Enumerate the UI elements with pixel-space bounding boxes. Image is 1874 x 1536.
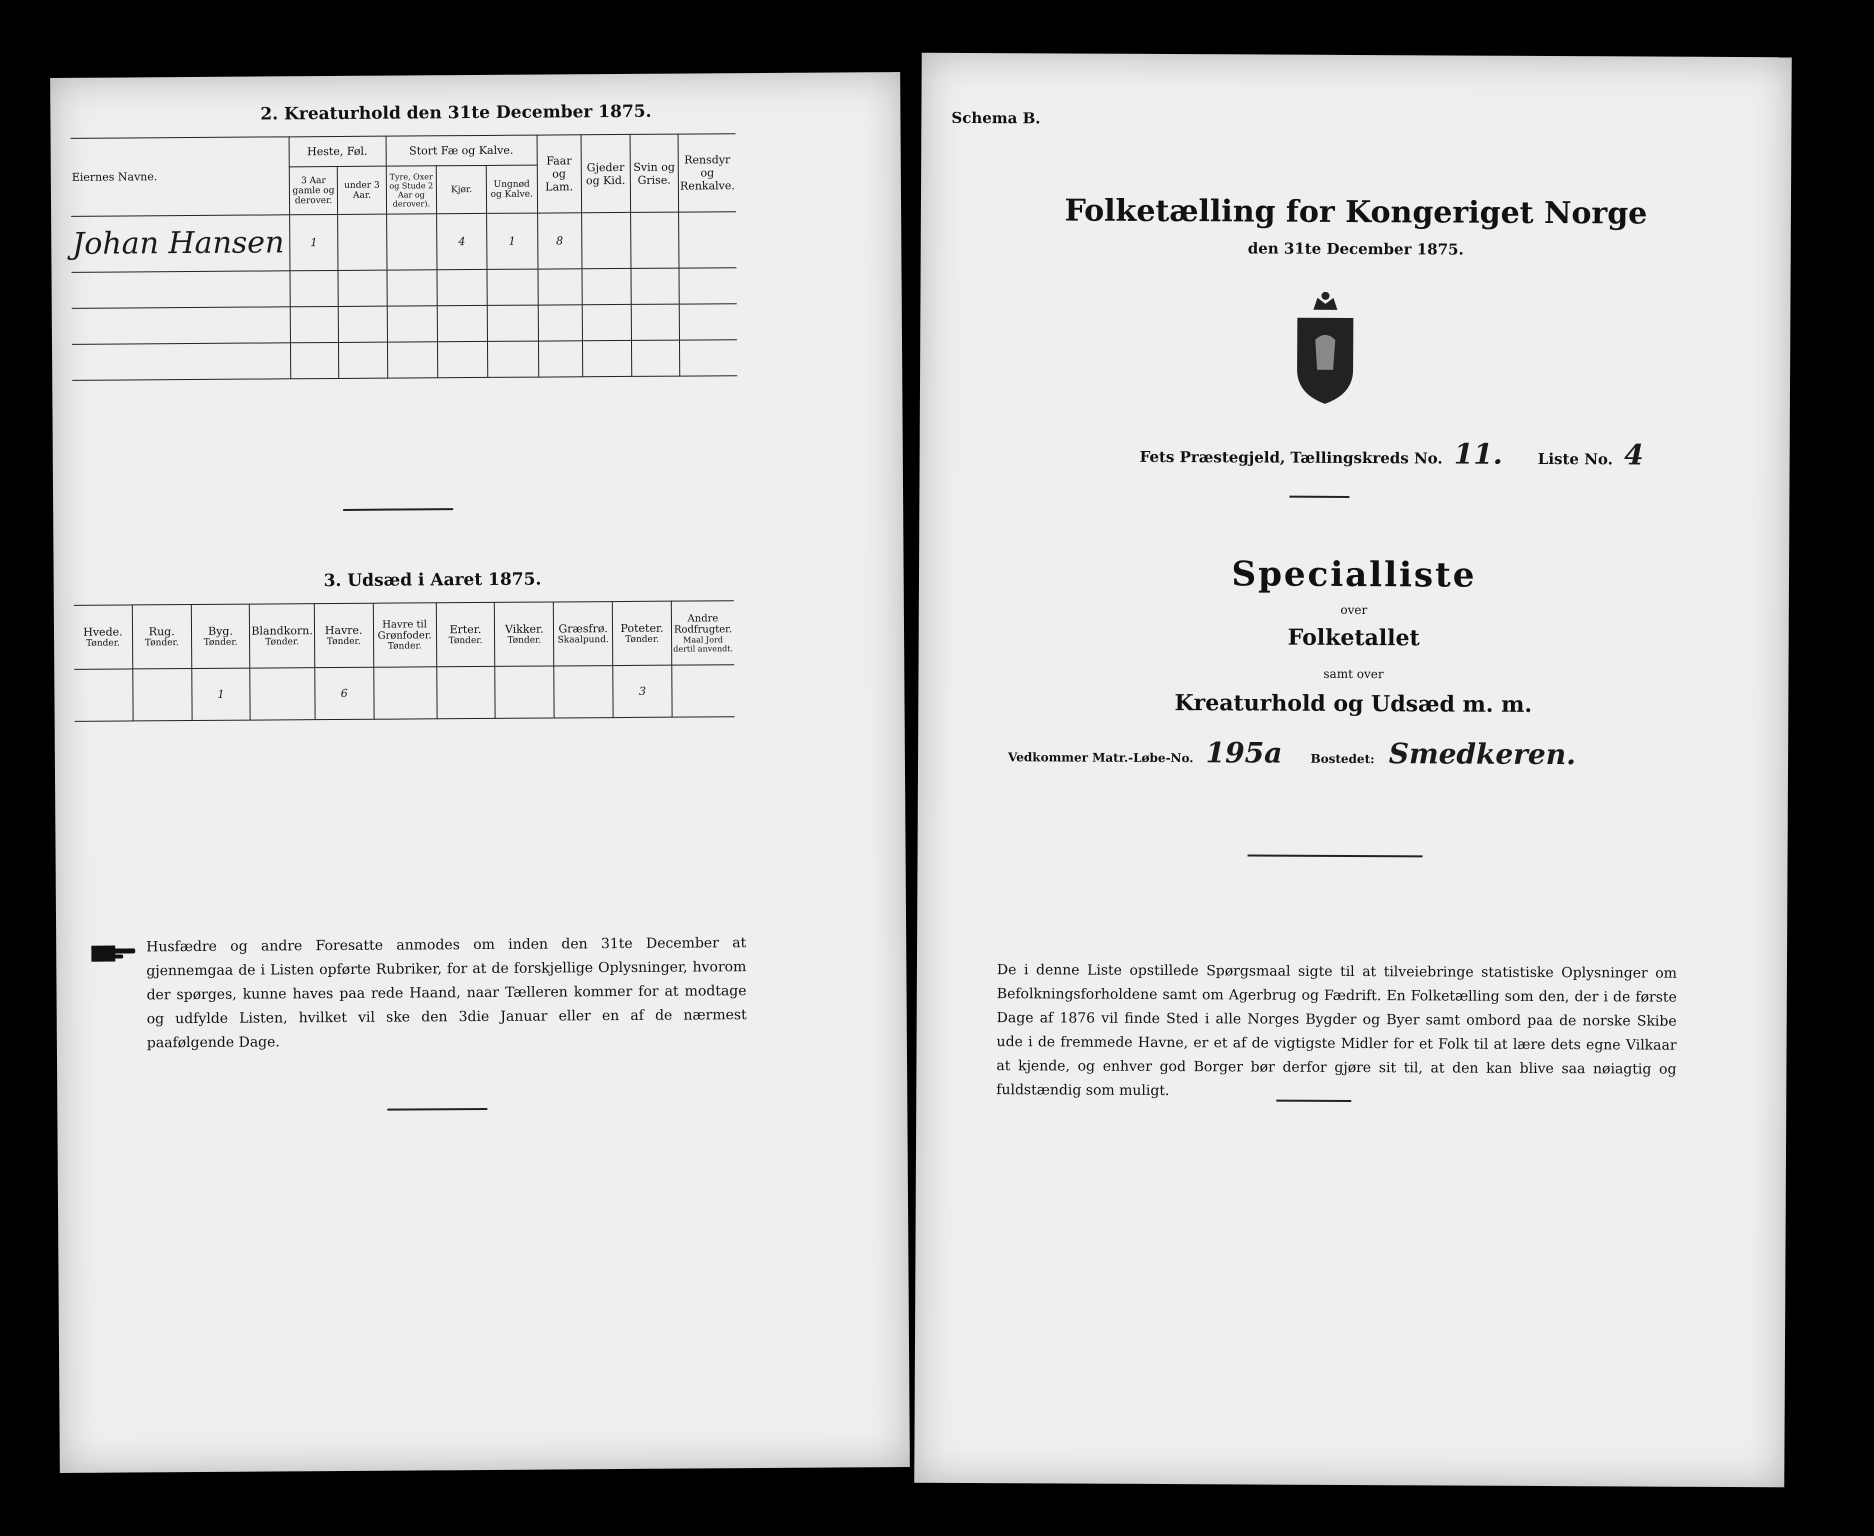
pointing-hand-icon [91,942,137,964]
heste-a-value: 1 [289,214,338,270]
svin-value [630,212,679,268]
stort-c-value: 1 [487,213,538,269]
divider-1 [343,508,453,511]
divider-5 [1276,1100,1351,1102]
gjeder-header: Gjeder og Kid. [581,134,630,212]
divider-2 [387,1108,487,1111]
heste-b-value [338,214,387,270]
svin-header: Svin og Grise. [630,134,679,212]
seed-header-0: Hvede. Tønder. [74,605,133,669]
specialliste-title: Specialliste [1231,554,1477,596]
seed-header-10: Andre Rodfrugter. Maal Jord dertil anvendt. [671,601,734,665]
divider-3 [1289,496,1349,498]
seed-header-1: Rug. Tønder. [132,605,191,669]
stort-b-header: Kjør. [436,165,486,213]
rensdyr-header: Rensdyr og Renkalve. [678,134,736,212]
stort-header: Stort Fæ og Kalve. [386,135,537,166]
census-date: den 31te December 1875. [1247,239,1464,259]
seed-value-1 [133,669,192,721]
faar-header: Faar og Lam. [537,135,582,213]
stort-b-value: 4 [437,213,487,269]
parish-label: Fets Præstegjeld, Tællingskreds No. [1139,447,1443,468]
owner-header: Eiernes Navne. [71,137,290,217]
over-text: over [1340,602,1368,618]
seed-value-6 [436,666,495,718]
seed-header-8: Græsfrø. Skaalpund. [553,602,612,666]
seed-value-2: 1 [191,668,250,720]
rensdyr-value [679,212,737,268]
seed-value-10 [672,665,735,717]
schema-label: Schema B. [951,108,1041,128]
kreaturhold-title: Kreaturhold og Udsæd m. m. [1174,690,1533,718]
seed-header-4: Havre. Tønder. [314,603,373,667]
bostedet-value: Smedkeren. [1388,737,1576,772]
seed-value-8 [554,666,613,718]
seed-header-5: Havre til Grønfoder. Tønder. [373,603,436,667]
samt-over-text: samt over [1323,666,1384,682]
liste-number: 4 [1624,438,1644,472]
seed-value-7 [495,666,554,718]
liste-label: Liste No. [1537,449,1613,469]
stort-a-header: Tyre, Oxer og Stude 2 Aar og derover). [386,166,437,214]
matr-label: Vedkommer Matr.-Løbe-No. [1008,750,1194,766]
matr-line [1008,735,1576,771]
heste-b-header: under 3 Aar. [338,166,387,214]
stort-c-header: Ungnød og Kalve. [486,165,537,213]
notice-text: Husfædre og andre Foresatte anmodes om inden den 31te December at gjennemgaa de i Listen opførte Rubriker, for at de forskjellige Oplysninger, hvorom der spørges, kunne haves paa rede Haand, naar Tælleren kommer for at modtage og udfylde Listen, hvilket vil ske den 3die Januar eller en af de nærmest paafølgende Dage. [146,935,747,1052]
matr-number: 195a [1205,736,1283,770]
census-title: Folketælling for Kongeriget Norge [1064,193,1648,232]
seed-value-9: 3 [613,665,672,717]
section2-title: 2. Kreaturhold den 31te December 1875. [260,101,652,125]
bostedet-label: Bostedet: [1310,751,1375,767]
livestock-table [71,133,738,381]
owner-name: Johan Hansen [71,215,290,273]
stort-a-value [386,214,437,270]
gjeder-value [582,212,631,268]
right-page [914,53,1791,1488]
seed-header-3: Blandkorn. Tønder. [250,604,315,668]
parish-line [1140,436,1644,472]
divider-4 [1248,854,1423,857]
seed-value-0 [74,669,133,721]
seed-value-5 [373,667,436,719]
kreds-number: 11. [1453,437,1503,471]
seed-header-6: Erter. Tønder. [436,602,495,666]
intro-paragraph: De i denne Liste opstillede Spørgsmaal sigte til at tilveiebringe statistiske Oplysninger om Befolkningsforholdene samt om Agerbrug og Fædrift. En Folketælling som den, der i de første Dage af 1876 vil finde Sted i alle Norges Bygder og Byer samt ombord paa de norske Skibe ude i de fremmede Havne, er et af de vigtigste Midler for et Folk til at lære dets egne Vilkaar at kjende, og enhver god Borger bør derfor gjøre sit til, at den kan blive saa nøiagtig og fuldstændig som muligt. [996,962,1677,1100]
seed-value-4: 6 [315,667,374,719]
seed-header-7: Vikker. Tønder. [495,602,554,666]
section3-title: 3. Udsæd i Aaret 1875. [323,569,542,592]
seed-header-2: Byg. Tønder. [191,604,250,668]
seed-table [74,600,735,722]
left-page [50,72,910,1473]
seed-value-3 [250,668,315,720]
coat-of-arms-icon [1285,290,1366,410]
folketallet-title: Folketallet [1287,624,1420,652]
seed-header-9: Poteter. Tønder. [612,601,671,665]
heste-a-header: 3 Aar gamle og derover. [289,166,338,214]
heste-header: Heste, Føl. [289,136,386,167]
faar-value: 8 [537,213,582,269]
